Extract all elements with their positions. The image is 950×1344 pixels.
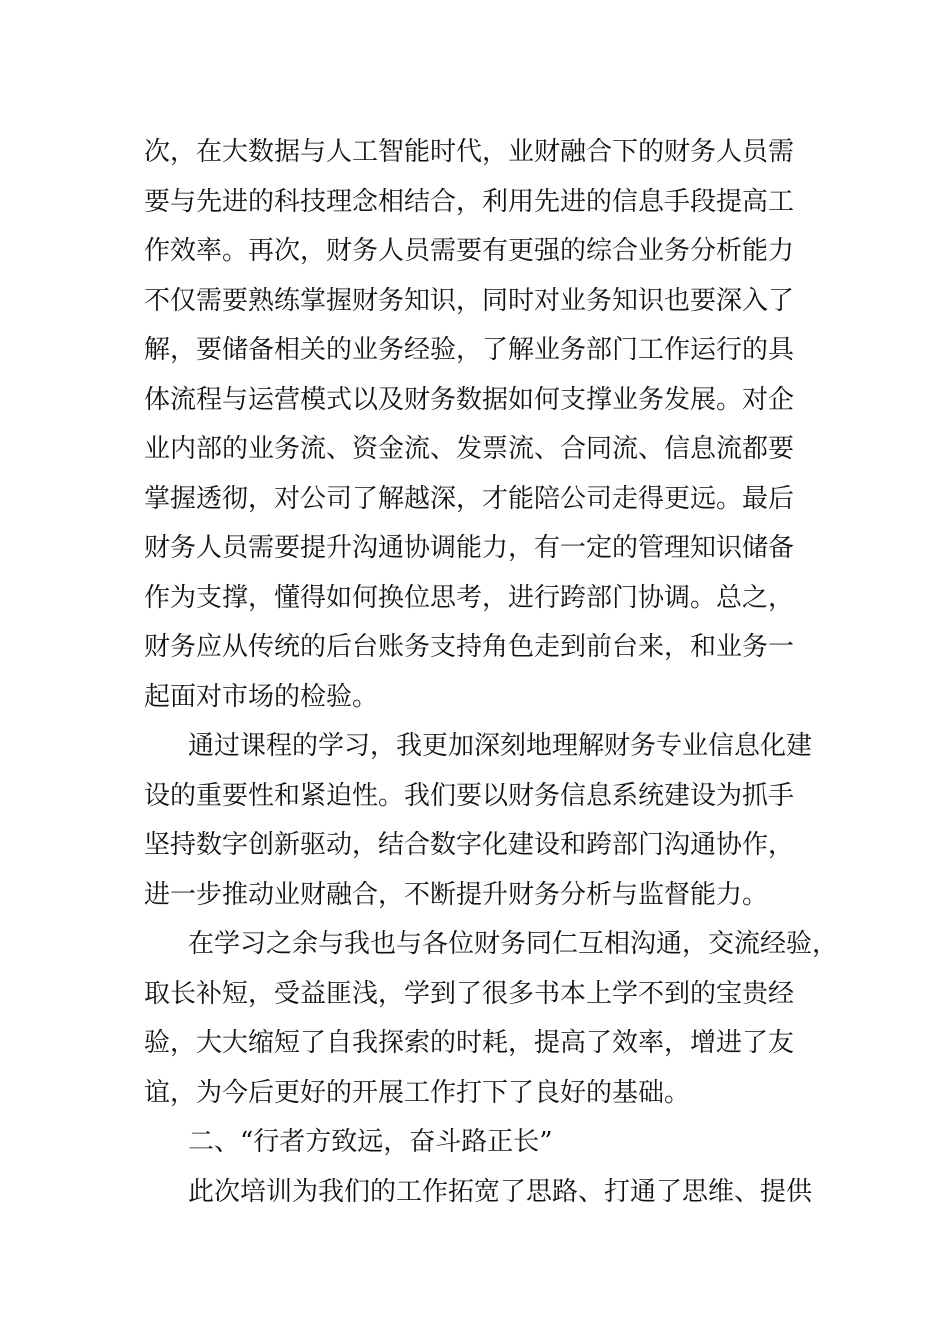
text-line-16: 进一步推动业财融合，不断提升财务分析与监督能力。 — [144, 879, 769, 910]
text-line-5: 解，要储备相关的业务经验，了解业务部门工作运行的具 — [144, 335, 795, 365]
text-line-9: 财务人员需要提升沟通协调能力，有一定的管理知识储备 — [144, 533, 795, 563]
text-line-20: 谊，为今后更好的开展工作打下了良好的基础。 — [144, 1077, 691, 1108]
text-line-6: 体流程与运营模式以及财务数据如何支撑业务发展。对企 — [144, 384, 795, 415]
text-line-8: 掌握透彻，对公司了解越深，才能陪公司走得更远。最后 — [144, 483, 795, 514]
text-line-11: 财务应从传统的后台账务支持角色走到前台来，和业务一 — [144, 632, 795, 662]
text-line-22: 此次培训为我们的工作拓宽了思路、打通了思维、提供 — [188, 1176, 813, 1207]
text-line-13: 通过课程的学习，我更加深刻地理解财务专业信息化建 — [188, 731, 813, 761]
text-line-18: 取长补短，受益匪浅，学到了很多书本上学不到的宝贵经 — [144, 978, 795, 1009]
text-line-17: 在学习之余与我也与各位财务同仁互相沟通，交流经验， — [188, 929, 839, 959]
text-line-3: 作效率。再次，财务人员需要有更强的综合业务分析能力 — [144, 236, 795, 266]
section-heading: 二、“行者方致远，奋斗路正长” — [188, 1127, 553, 1157]
text-line-7: 业内部的业务流、资金流、发票流、合同流、信息流都要 — [144, 434, 795, 464]
text-line-4: 不仅需要熟练掌握财务知识，同时对业务知识也要深入了 — [144, 285, 795, 316]
body-text — [144, 128, 839, 1217]
text-line-12: 起面对市场的检验。 — [144, 681, 379, 712]
text-line-19: 验，大大缩短了自我探索的时耗，提高了效率，增进了友 — [144, 1028, 795, 1058]
text-line-2: 要与先进的科技理念相结合，利用先进的信息手段提高工 — [144, 186, 795, 217]
text-line-10: 作为支撑，懂得如何换位思考，进行跨部门协调。总之， — [144, 582, 795, 613]
text-line-1: 次，在大数据与人工智能时代，业财融合下的财务人员需 — [144, 137, 795, 167]
text-line-14: 设的重要性和紧迫性。我们要以财务信息系统建设为抓手 — [144, 780, 795, 811]
text-line-15: 坚持数字创新驱动，结合数字化建设和跨部门沟通协作， — [144, 830, 795, 860]
